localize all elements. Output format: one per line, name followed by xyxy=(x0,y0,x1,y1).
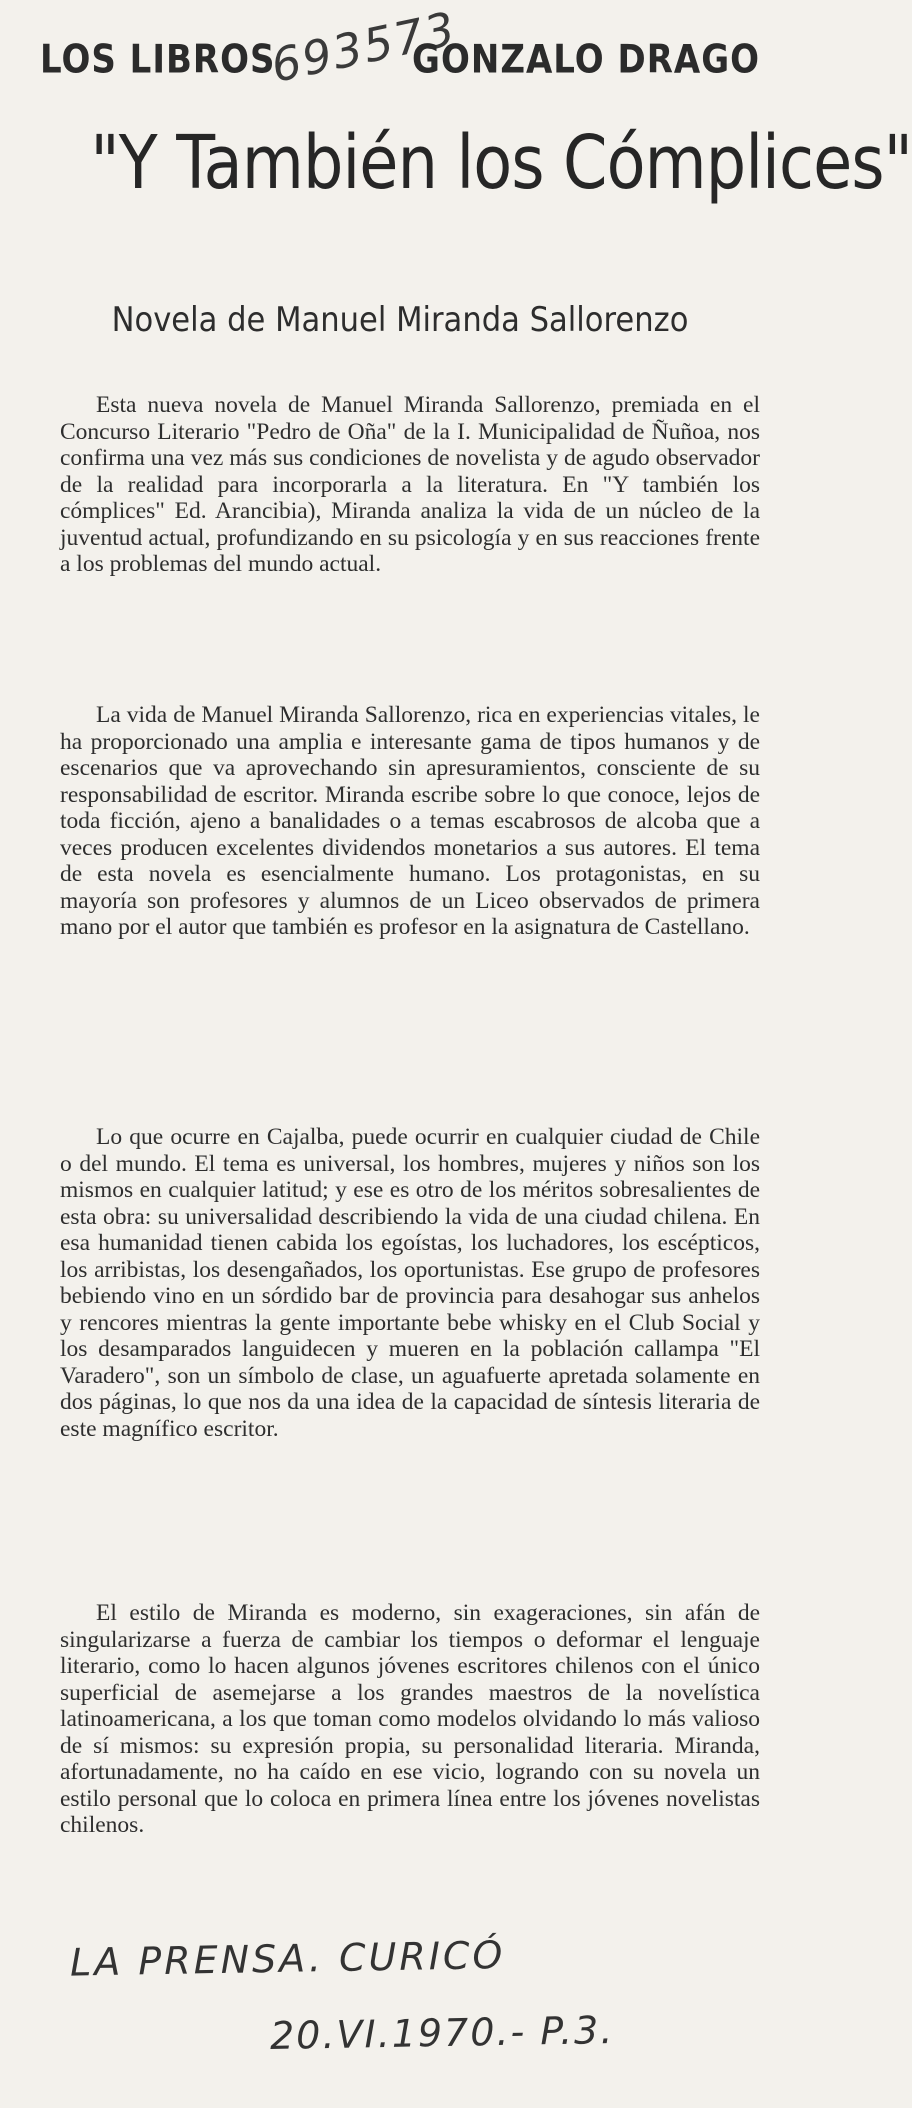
article-paragraph xyxy=(60,1600,760,1839)
author-name: GONZALO DRAGO xyxy=(412,37,760,83)
article-title: "Y También los Cómplices" xyxy=(90,120,912,206)
handwritten-source: LA PRENSA. CURICÓ xyxy=(69,1932,506,1985)
paragraph-text: Lo que ocurre en Cajalba, puede ocurrir en cualquier ciudad de Chile o del mundo. El tema es universal, los hombres, mujeres y niños son los mismos en cualquier latitud; y ese es otro de los méritos sobresalientes de esta obra: su universalidad describiendo la vida de una ciudad chilena. En esa humanidad tienen cabida los egoístas, los luchadores, los escépticos, los arribistas, los desengañados, los oportunistas. Ese grupo de profesores bebiendo vino en un sórdido bar de provincia para desahogar sus anhelos y rencores mientras la gente importante bebe whisky en el Club Social y los desamparados languidecen y mueren en la población callampa "El Varadero", son un símbolo de clase, un aguafuerte apretada solamente en dos páginas, lo que nos da una idea de la capacidad de síntesis literaria de este magnífico escritor. xyxy=(60,1124,760,1442)
section-label: LOS LIBROS xyxy=(40,37,276,83)
article-paragraph xyxy=(60,702,760,941)
paragraph-text: La vida de Manuel Miranda Sallorenzo, rica en experiencias vitales, le ha proporcionado una amplia e interesante gama de tipos humanos y de escenarios que va aprovechando sin apresuramientos, consciente de su responsabilidad de escritor. Miranda escribe sobre lo que conoce, lejos de toda ficción, ajeno a banalidades o a temas escabrosos de alcoba que a veces producen excelentes dividendos monetarios a sus autores. El tema de esta novela es esencialmente humano. Los protagonistas, en su mayoría son profesores y alumnos de un Liceo observados de primera mano por el autor que también es profesor en la asignatura de Castellano. xyxy=(60,702,760,940)
article-paragraph xyxy=(60,392,760,578)
article-subtitle: Novela de Manuel Miranda Sallorenzo xyxy=(111,300,689,340)
header-row xyxy=(40,1,760,93)
paragraph-text: Esta nueva novela de Manuel Miranda Sallorenzo, premiada en el Concurso Literario "Pedro de Oña" de la I. Municipalidad de Ñuñoa, nos confirma una vez más sus condiciones de novelista y de agudo observador de la realidad para incorporarla a la literatura. En "Y también los cómplices" Ed. Arancibia), Miranda analiza la vida de un núcleo de la juventud actual, profundizando en su psicología y en sus reacciones frente a los problemas del mundo actual. xyxy=(60,392,760,577)
paragraph-text: El estilo de Miranda es moderno, sin exageraciones, sin afán de singularizarse a fuerza de cambiar los tiempos o deformar el lenguaje literario, como lo hacen algunos jóvenes escritores chilenos con el único superficial de asemejarse a los grandes maestros de la novelística latinoamericana, a los que toman como modelos olvidando lo más valioso de sí mismos: su expresión propia, su personalidad literaria. Miranda, afortunadamente, no ha caído en ese vicio, logrando con su novela un estilo personal que lo coloca en primera línea entre los jóvenes novelistas chilenos. xyxy=(60,1600,760,1838)
article-paragraph xyxy=(60,1124,760,1442)
archive-number: 693573 xyxy=(266,1,462,93)
handwritten-date: 20.VI.1970.- P.3. xyxy=(269,2008,615,2059)
